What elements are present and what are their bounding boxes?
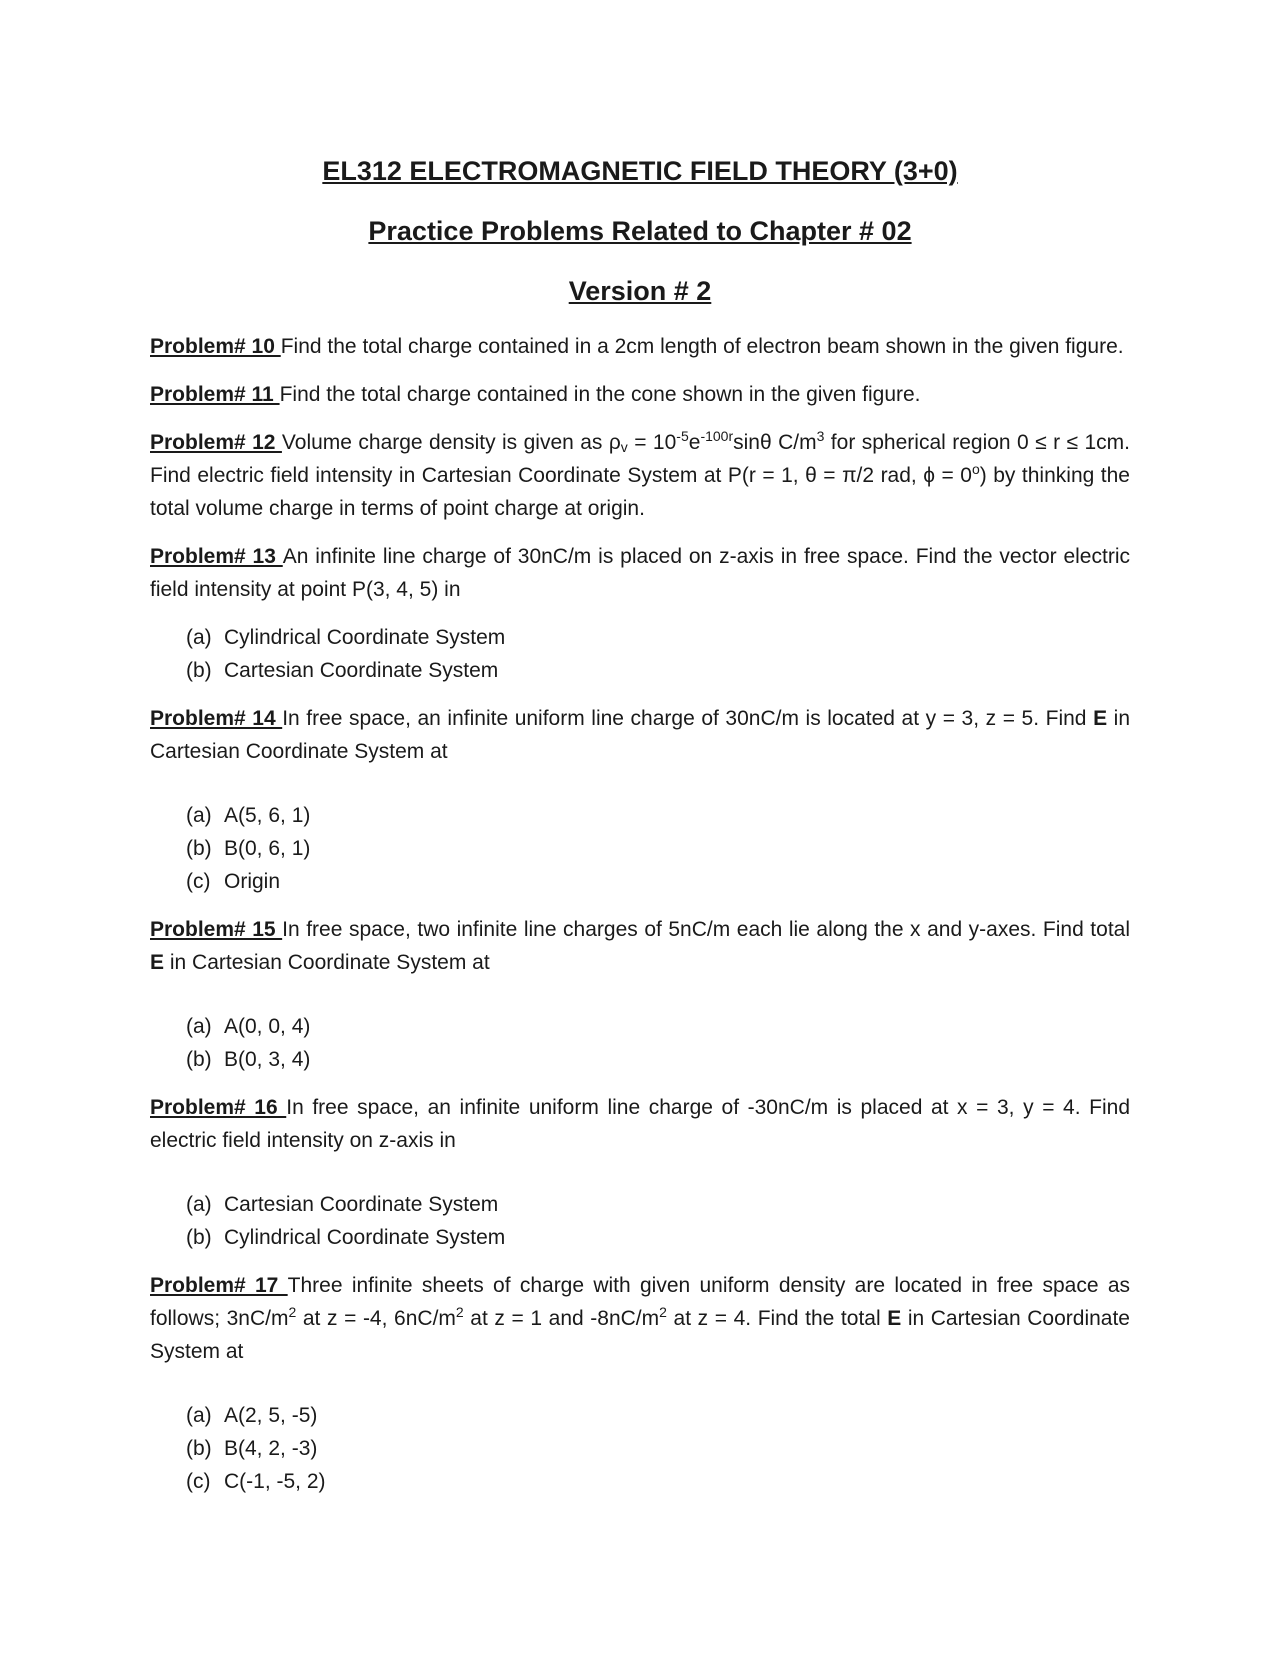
list-item (186, 865, 1130, 898)
list-item (186, 1432, 1130, 1465)
problem-17 (150, 1269, 1130, 1368)
problem-10-label: Problem# 10 (150, 335, 281, 358)
problem-13-text: An infinite line charge of 30nC/m is placed on z-axis in free space. Find the vector electric field intensity at point P(3, 4, 5) in (150, 545, 1130, 601)
problem-12-sup-3: 3 (816, 428, 825, 444)
option-text: B(0, 6, 1) (224, 837, 311, 860)
option-text: Origin (224, 870, 281, 893)
problem-17-sup-2: 2 (455, 1304, 464, 1320)
option-label: (a) (186, 804, 212, 827)
problem-17-label: Problem# 17 (150, 1274, 288, 1297)
problem-12-sup-1: -5 (676, 428, 689, 444)
problem-10-text: Find the total charge contained in a 2cm length of electron beam shown in the given figure. (280, 335, 1124, 358)
problem-12-text-3: e (688, 431, 701, 454)
problem-11-text: Find the total charge contained in the cone shown in the given figure. (279, 383, 921, 406)
problem-14-options (150, 783, 1130, 898)
problem-17-text-3: at z = 1 and -8nC/m (463, 1307, 660, 1330)
problem-12-sup-4: o (971, 461, 980, 477)
problem-16 (150, 1091, 1130, 1157)
problem-12-text-4: sinθ C/m (733, 431, 817, 454)
problem-12-text-2: = 10 (627, 431, 677, 454)
option-label: (c) (186, 1470, 211, 1493)
option-label: (c) (186, 870, 211, 893)
option-label: (a) (186, 626, 212, 649)
problem-17-bold-e: E (887, 1307, 902, 1330)
problem-17-sup-1: 2 (288, 1304, 297, 1320)
list-item (186, 832, 1130, 865)
option-text: C(-1, -5, 2) (224, 1470, 326, 1493)
problem-15-text-2: in Cartesian Coordinate System at (164, 951, 490, 974)
document-subtitle: Practice Problems Related to Chapter # 02 (368, 216, 912, 246)
list-item (186, 654, 1130, 687)
problem-10 (150, 330, 1130, 363)
course-title: EL312 ELECTROMAGNETIC FIELD THEORY (3+0) (322, 156, 958, 186)
option-label: (a) (186, 1015, 212, 1038)
problem-12-text-1: Volume charge density is given as ρ (281, 431, 621, 454)
problem-14-label: Problem# 14 (150, 707, 283, 730)
list-item (186, 1188, 1130, 1221)
option-label: (a) (186, 1193, 212, 1216)
problem-17-options (150, 1383, 1130, 1498)
option-text: B(4, 2, -3) (224, 1437, 318, 1460)
problem-17-text-4: at z = 4. Find the total (666, 1307, 888, 1330)
problem-11-label: Problem# 11 (150, 383, 280, 406)
problem-11 (150, 378, 1130, 411)
problem-14 (150, 702, 1130, 768)
option-text: A(5, 6, 1) (224, 804, 311, 827)
version-label: Version # 2 (568, 276, 712, 306)
option-label: (a) (186, 1404, 212, 1427)
problem-16-text: In free space, an infinite uniform line charge of -30nC/m is placed at x = 3, y = 4. Find electric field intensity on z-axis in (150, 1096, 1131, 1152)
option-label: (b) (186, 1437, 212, 1460)
option-text: A(0, 0, 4) (224, 1015, 311, 1038)
problem-12 (150, 426, 1130, 525)
problem-12-label: Problem# 12 (150, 431, 282, 454)
list-item (186, 799, 1130, 832)
problem-14-bold-e: E (1093, 707, 1108, 730)
option-text: Cylindrical Coordinate System (224, 1226, 506, 1249)
problem-14-text-2: in Cartesian Coordinate System at (150, 707, 1130, 763)
problem-17-text-2: at z = -4, 6nC/m (296, 1307, 456, 1330)
list-item (186, 621, 1130, 654)
problem-14-text-1: In free space, an infinite uniform line charge of 30nC/m is located at y = 3, z = 5. Find (282, 707, 1094, 730)
option-text: Cartesian Coordinate System (224, 1193, 499, 1216)
list-item (186, 1465, 1130, 1498)
problem-12-text-6: ) by thinking the total volume charge in terms of point charge at origin. (150, 464, 1130, 520)
option-label: (b) (186, 1048, 212, 1071)
problem-15-text-1: In free space, two infinite line charges of 5nC/m each lie along the x and y-axes. Find total (282, 918, 1131, 941)
document-page (150, 150, 1130, 1513)
option-text: A(2, 5, -5) (224, 1404, 318, 1427)
problem-15-bold-e: E (150, 951, 165, 974)
problem-12-sup-2: -100r (700, 428, 734, 444)
option-text: Cartesian Coordinate System (224, 659, 499, 682)
problem-12-text-5: for spherical region 0 ≤ r ≤ 1cm. Find electric field intensity in Cartesian Coordinate System at P(r = 1, θ = π/2 rad, ϕ = 0 (150, 431, 1130, 487)
problem-12-sub-v: v (620, 439, 628, 455)
problem-17-text-1: Three infinite sheets of charge with given uniform density are located in free space as follows; 3nC/m (150, 1274, 1130, 1330)
list-item (186, 1399, 1130, 1432)
problem-17-sup-3: 2 (659, 1304, 667, 1320)
list-item (186, 1010, 1130, 1043)
problem-16-label: Problem# 16 (150, 1096, 287, 1119)
option-label: (b) (186, 837, 212, 860)
problem-13 (150, 540, 1130, 606)
problem-13-options (150, 621, 1130, 687)
problem-15-options (150, 994, 1130, 1076)
option-text: Cylindrical Coordinate System (224, 626, 506, 649)
list-item (186, 1043, 1130, 1076)
option-label: (b) (186, 659, 212, 682)
problem-15-label: Problem# 15 (150, 918, 283, 941)
problem-13-label: Problem# 13 (150, 545, 283, 568)
problem-15 (150, 913, 1130, 979)
problem-16-options (150, 1172, 1130, 1254)
list-item (186, 1221, 1130, 1254)
option-text: B(0, 3, 4) (224, 1048, 311, 1071)
option-label: (b) (186, 1226, 212, 1249)
problem-17-text-5: in Cartesian Coordinate System at (150, 1307, 1130, 1363)
